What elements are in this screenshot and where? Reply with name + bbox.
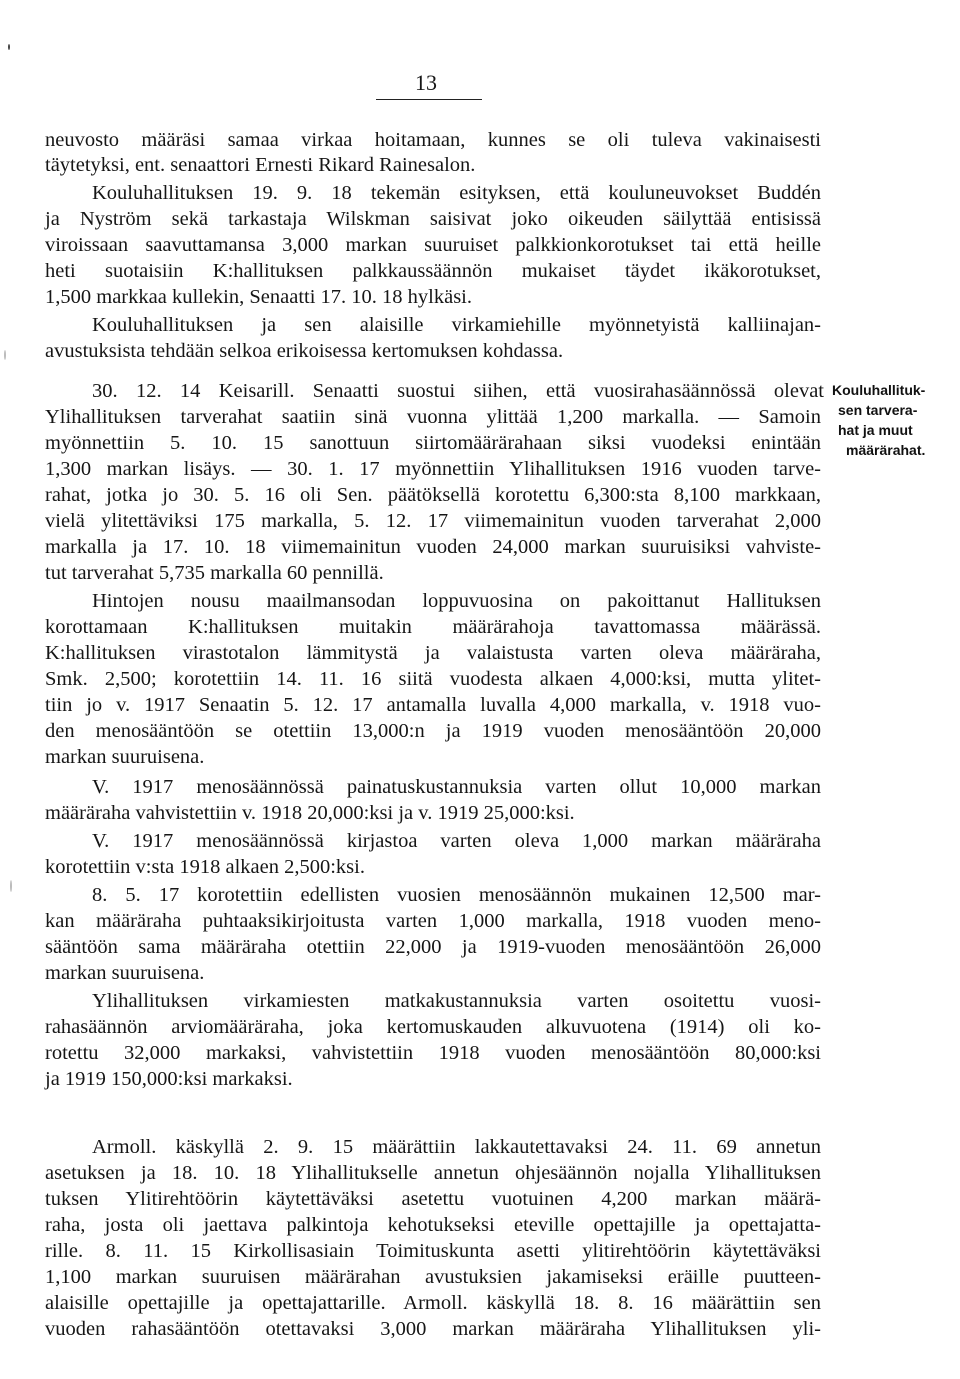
text-line: tiin jo v. 1917 Senaatin 5. 12. 17 antamalla luvalla 4,000 markalla, v. 1918 vuo-: [45, 694, 821, 716]
text-line: 1,300 markan lisäys. — 30. 1. 17 myönnettiin Ylihallituksen 1916 vuoden tarve-: [45, 458, 821, 480]
text-line: asetuksen ja 18. 10. 18 Ylihallitukselle annetun ohjesäännön nojalla Ylihallituksen: [45, 1162, 821, 1184]
text-line: markalla ja 17. 10. 18 viimemainitun vuoden 24,000 markan suuruisiksi vahviste-: [45, 536, 821, 558]
text-line: avustuksista tehdään selkoa erikoisessa kertomuksen kohdassa.: [45, 340, 564, 362]
text-line: den menosääntöön se otettiin 13,000:n ja 1919 vuoden menosääntöön 20,000: [45, 720, 821, 742]
text-line: viroissaan saavuttamansa 3,000 markan suuruiset palkkionkorotukset tai että heille: [45, 234, 821, 256]
scan-speck: [8, 44, 10, 50]
margin-note-line: hat ja muut: [838, 422, 913, 438]
text-line: korotettiin v:sta 1918 alkaen 2,500:ksi.: [45, 856, 365, 878]
text-line: myönnettiin 5. 10. 15 sanottuun siirtomäärärahaan siksi vuodeksi enintään: [45, 432, 821, 454]
text-line: alaisille opettajille ja opettajattarille. Armoll. käskyllä 18. 8. 16 määrättiin sen: [45, 1292, 821, 1314]
text-line: markan suuruisena.: [45, 962, 205, 984]
text-line: 8. 5. 17 korotettiin edellisten vuosien menosäännön mukainen 12,500 mar-: [92, 884, 821, 906]
text-line: vuoden rahasääntöön otettavaksi 3,000 markan määräraha Ylihallituksen yli-: [45, 1318, 821, 1340]
text-line: Kouluhallituksen ja sen alaisille virkamiehille myönnetyistä kalliinajan-: [92, 314, 821, 336]
page-number-rule: [376, 99, 482, 100]
margin-note-line: Kouluhallituk-: [832, 382, 926, 398]
text-line: tuksen Ylitirehtöörin käytettäväksi asetettu vuotuinen 4,200 markan määrä-: [45, 1188, 821, 1210]
text-line: kan määräraha puhtaaksikirjoitusta varten 1,000 markalla, 1918 vuoden meno-: [45, 910, 821, 932]
text-line: sääntöön sama määräraha otettiin 22,000 ja 1919-vuoden menosääntöön 26,000: [45, 936, 821, 958]
text-line: K:hallituksen virastotalon lämmitystä ja valaistusta varten oleva määräraha,: [45, 642, 821, 664]
text-line: määräraha vahvistettiin v. 1918 20,000:ksi ja v. 1919 25,000:ksi.: [45, 802, 575, 824]
text-line: rille. 8. 11. 15 Kirkollisasiain Toimituskunta asetti ylitirehtöörin käytettäväksi: [45, 1240, 821, 1262]
page-number: 13: [415, 70, 437, 95]
text-line: raha, josta oli jaettava palkintoja kehotukseksi eteville opettajille ja opettajatta-: [45, 1214, 821, 1236]
text-line: 30. 12. 14 Keisarill. Senaatti suostui siihen, että vuosirahasäännössä olevat: [92, 380, 824, 402]
scan-speck: [4, 350, 6, 360]
text-line: korottamaan K:hallituksen muitakin määrärahoja tavattomassa määrässä.: [45, 616, 821, 638]
text-line: tut tarverahat 5,735 markalla 60 pennillä.: [45, 562, 384, 584]
text-line: rahat, jotka jo 30. 5. 16 oli Sen. päätöksellä korotettu 6,300:sta 8,100 markkaan,: [45, 484, 821, 506]
text-line: ja 1919 150,000:ksi markaksi.: [45, 1068, 293, 1090]
text-line: Smk. 2,500; korotettiin 14. 11. 16 siitä vuodesta alkaen 4,000:ksi, mutta ylitet-: [45, 668, 821, 690]
text-line: Ylihallituksen virkamiesten matkakustannuksia varten osoitettu vuosi-: [92, 990, 821, 1012]
text-line: V. 1917 menosäännössä kirjastoa varten oleva 1,000 markan määräraha: [92, 830, 821, 852]
text-line: Ylihallituksen tarverahat saatiin sinä vuonna ylittää 1,200 markalla. — Samoin: [45, 406, 821, 428]
text-line: täytetyksi, ent. senaattori Ernesti Rikard Rainesalon.: [45, 154, 476, 176]
margin-note-line: määrärahat.: [846, 442, 926, 458]
text-line: V. 1917 menosäännössä painatuskustannuksia varten ollut 10,000 markan: [92, 776, 821, 798]
text-line: Kouluhallituksen 19. 9. 18 tekemän esityksen, että kouluneuvokset Buddén: [92, 182, 821, 204]
text-line: Hintojen nousu maailmansodan loppuvuosina on pakoittanut Hallituksen: [92, 590, 821, 612]
text-line: 1,500 markkaa kullekin, Senaatti 17. 10. 18 hylkäsi.: [45, 286, 473, 308]
margin-note: [832, 380, 960, 460]
text-line: Armoll. käskyllä 2. 9. 15 määrättiin lakkautettavaksi 24. 11. 69 annetun: [92, 1136, 821, 1158]
text-line: ja Nyström sekä tarkastaja Wilskman saisivat joko oikeuden säilyttää entisissä: [45, 208, 821, 230]
text-line: vielä ylitettäviksi 175 markalla, 5. 12. 17 viimemainitun vuoden tarverahat 2,000: [45, 510, 821, 532]
text-line: neuvosto määräsi samaa virkaa hoitamaan, kunnes se oli tuleva vakinaisesti: [45, 129, 821, 151]
margin-note-line: sen tarvera-: [838, 402, 918, 418]
text-line: rotettu 32,000 markaksi, vahvistettiin 1918 vuoden menosääntöön 80,000:ksi: [45, 1042, 821, 1064]
text-line: heti suotaisiin K:hallituksen palkkaussäännön mukaiset täydet ikäkorotukset,: [45, 260, 821, 282]
text-line: rahasäännön arviomääräraha, joka kertomuskauden alkuvuotena (1914) oli ko-: [45, 1016, 821, 1038]
text-line: 1,100 markan suuruisen määrärahan avustuksien jakamiseksi eräille puutteen-: [45, 1266, 821, 1288]
scan-speck: [10, 880, 12, 892]
text-line: markan suuruisena.: [45, 746, 205, 768]
